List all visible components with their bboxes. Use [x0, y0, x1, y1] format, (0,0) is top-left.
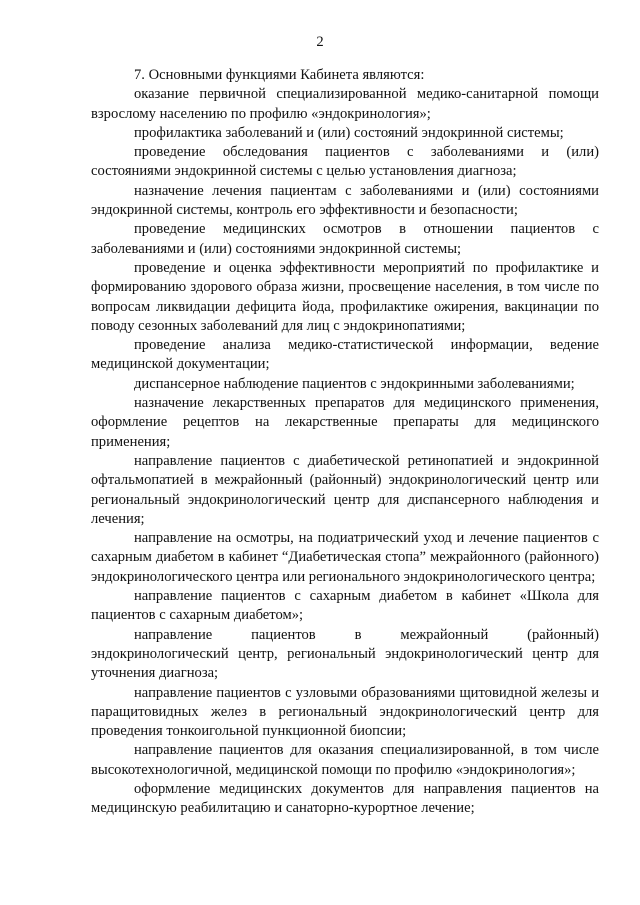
function-item: направление на осмотры, на подиатрический уход и лечение пациентов с сахарным диабетом в кабинет “Диабетическая стопа” межрайонного (районного) эндокринологического центра или регионального эндокринологического центра;	[91, 530, 599, 585]
function-item: направление пациентов с диабетической ретинопатией и эндокринной офтальмопатией в межрайонный (районный) эндокринологический центр или региональный эндокринологический центр для диспансерного наблюдения и лечения;	[91, 452, 599, 527]
page-number: 2	[316, 34, 324, 50]
function-item: проведение анализа медико-статистической информации, ведение медицинской документации;	[91, 337, 599, 373]
function-item: направление пациентов с узловыми образованиями щитовидной железы и паращитовидных желез в региональный эндокринологический центр для проведения тонкоигольной пункционной биопсии;	[91, 684, 599, 740]
function-item: профилактика заболеваний и (или) состояний эндокринной системы;	[134, 124, 564, 141]
function-item: назначение лечения пациентам с заболеваниями и (или) состояниями эндокринной системы, контроль его эффективности и безопасности;	[91, 182, 599, 219]
function-item: оформление медицинских документов для направления пациентов на медицинскую реабилитацию и санаторно-курортное лечение;	[91, 780, 599, 817]
function-item: направление пациентов с сахарным диабетом в кабинет «Школа для пациентов с сахарным диабетом»;	[91, 588, 599, 624]
function-item: направление пациентов в межрайонный (районный) эндокринологический центр, региональный эндокринологический центр для уточнения диагноза;	[91, 626, 599, 682]
section-heading: 7. Основными функциями Кабинета являются:	[134, 67, 425, 83]
function-item: проведение и оценка эффективности мероприятий по профилактике и формированию здорового образа жизни, просвещение населения, в том числе по вопросам ликвидации дефицита йода, профилактике ожирения, вакцинации по поводу сезонных заболеваний для лиц с эндокринопатиями;	[91, 259, 599, 334]
function-item: диспансерное наблюдение пациентов с эндокринными заболеваниями;	[134, 375, 575, 392]
function-item: проведение обследования пациентов с заболеваниями и (или) состояниями эндокринной системы с целью установления диагноза;	[91, 144, 599, 180]
function-item: направление пациентов для оказания специализированной, в том числе высокотехнологичной, медицинской помощи по профилю «эндокринология»;	[91, 742, 599, 778]
function-item: оказание первичной специализированной медико-санитарной помощи взрослому населению по профилю «эндокринология»;	[91, 86, 599, 122]
function-item: назначение лекарственных препаратов для медицинского применения, оформление рецептов на лекарственные препараты для медицинского применения;	[91, 395, 599, 450]
functions-section	[91, 66, 599, 819]
function-item: проведение медицинских осмотров в отношении пациентов с заболеваниями и (или) состояниями эндокринной системы;	[91, 221, 599, 257]
